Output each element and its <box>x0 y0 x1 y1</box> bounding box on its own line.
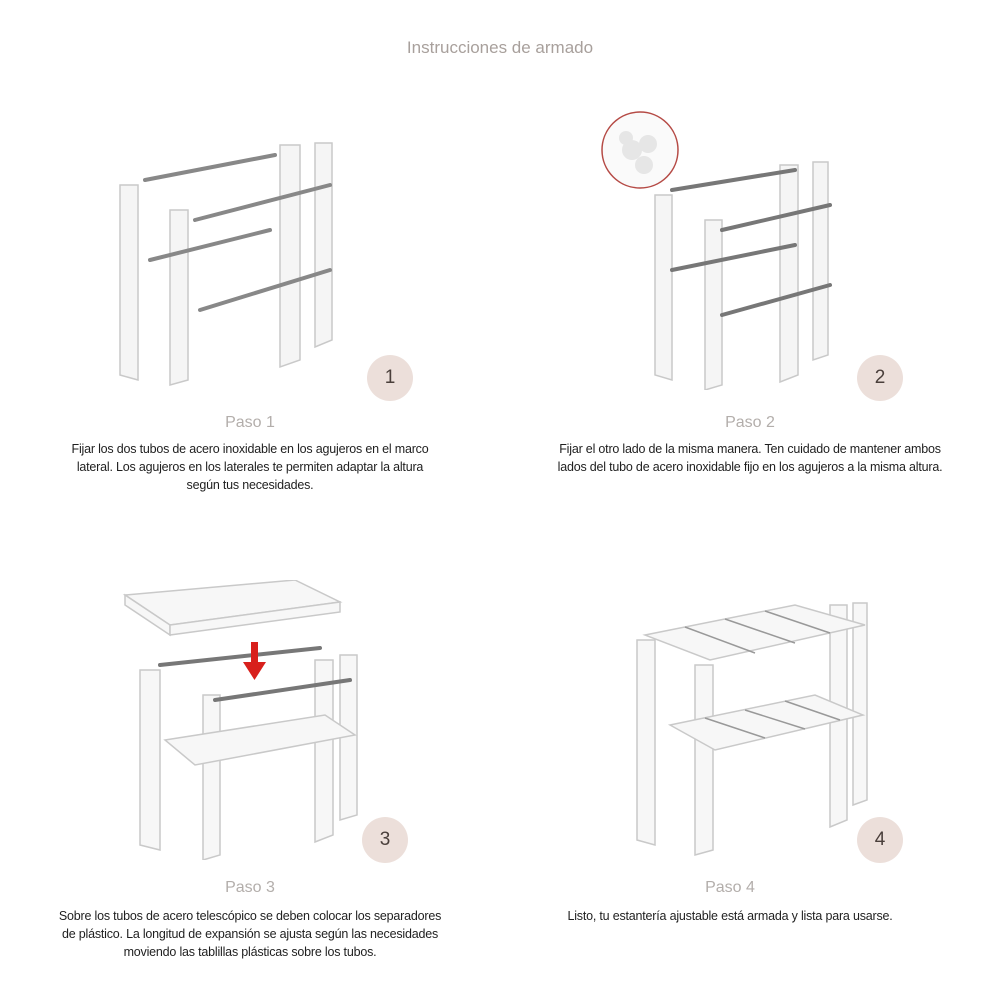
desc-line: lateral. Los agujeros en los laterales te permiten adaptar la altura <box>76 460 424 474</box>
step-2-illustration <box>600 110 870 390</box>
desc-line: Fijar el otro lado de la misma manera. Ten cuidado de mantener ambos <box>559 442 941 456</box>
step-3-description <box>0 907 500 961</box>
step-3-label: Paso 3 <box>225 879 275 896</box>
step-4-badge: 4 <box>857 817 903 863</box>
down-arrow-icon <box>243 642 266 680</box>
step-4-label: Paso 4 <box>705 879 755 896</box>
step-3-badge: 3 <box>362 817 408 863</box>
step-1-illustration <box>100 135 360 390</box>
step-2-description <box>500 440 1000 476</box>
step-2-badge: 2 <box>857 355 903 401</box>
desc-line: según tus necesidades. <box>186 478 314 492</box>
step-1-badge: 1 <box>367 355 413 401</box>
desc-line: Listo, tu estantería ajustable está armada y lista para usarse. <box>567 909 893 923</box>
step-1-label: Paso 1 <box>225 414 275 431</box>
desc-line: moviendo las tablillas plásticas sobre los tubos. <box>123 945 377 959</box>
desc-line: de plástico. La longitud de expansión se ajusta según las necesidades <box>61 927 439 941</box>
desc-line: Sobre los tubos de acero telescópico se deben colocar los separadores <box>58 909 442 923</box>
step-4-description <box>480 907 980 925</box>
step-1-description <box>0 440 500 494</box>
desc-line: lados del tubo de acero inoxidable fijo en los agujeros a la misma altura. <box>557 460 943 474</box>
step-3-illustration <box>115 580 375 860</box>
step-4-illustration <box>625 595 875 860</box>
desc-line: Fijar los dos tubos de acero inoxidable en los agujeros en el marco <box>71 442 429 456</box>
step-2-label: Paso 2 <box>725 414 775 431</box>
page-title: Instrucciones de armado <box>406 38 594 57</box>
